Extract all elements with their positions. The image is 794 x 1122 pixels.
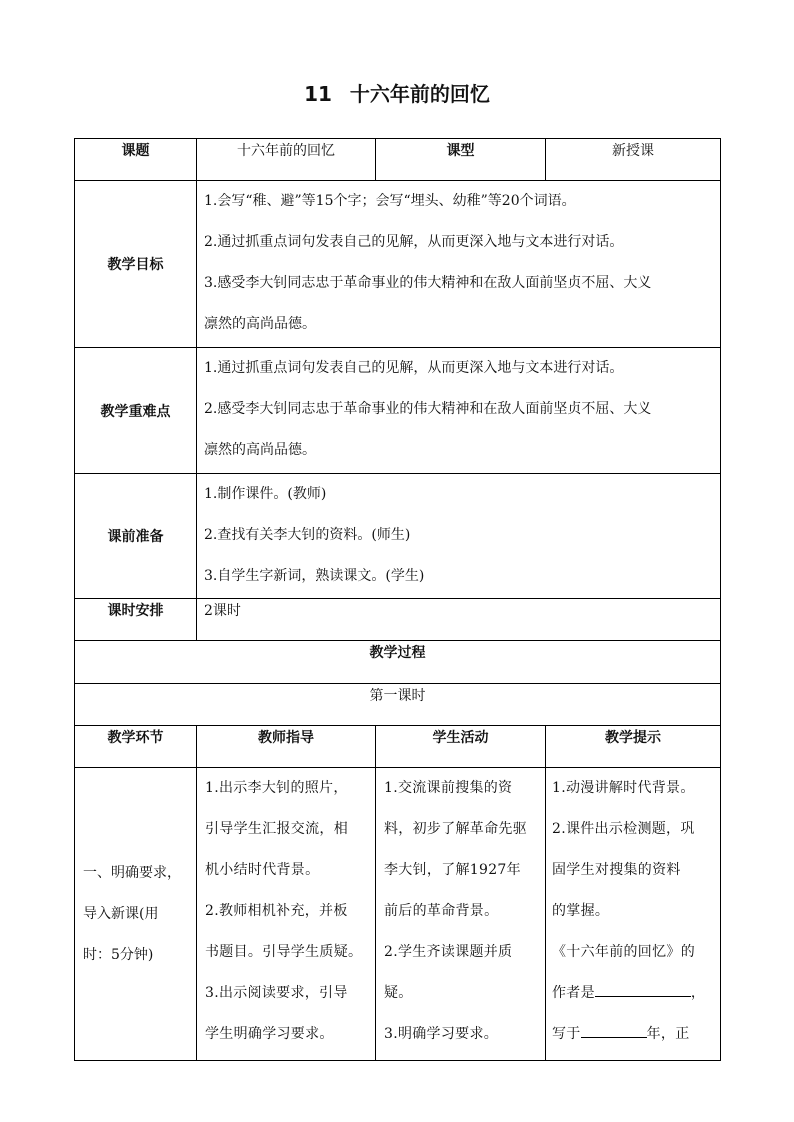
goal-line: 3.感受李大钊同志忠于革命事业的伟大精神和在敌人面前坚贞不屈、大义	[204, 275, 652, 291]
lesson-title-row	[75, 684, 721, 726]
key-point-line: 2.感受李大钊同志忠于革命事业的伟大精神和在敌人面前坚贞不屈、大义	[204, 401, 652, 417]
stage-line: 时：5分钟)	[83, 946, 154, 963]
hint-line: 2.课件出示检测题，巩	[552, 821, 695, 837]
goals-label: 教学目标	[75, 181, 197, 348]
hint-blank-prefix: 作者是	[552, 985, 595, 1001]
hint-blank-suffix: ，	[690, 985, 706, 1001]
schedule-row	[75, 599, 721, 641]
goals-row	[75, 181, 721, 348]
teacher-line: 引导学生汇报交流，相	[205, 821, 348, 837]
key-points-row	[75, 348, 721, 474]
student-line: 2.学生齐读课题并质	[384, 944, 513, 960]
hint-blank-suffix: 年，正	[646, 1026, 690, 1042]
stage-line: 一、明确要求，	[83, 864, 181, 881]
key-point-line: 1.通过抓重点词句发表自己的见解，从而更深入地与文本进行对话。	[204, 360, 624, 376]
student-line: 疑。	[384, 985, 413, 1001]
hint-fill-blank-author	[552, 973, 714, 1014]
topic-label: 课题	[75, 139, 197, 181]
step-stage	[75, 768, 197, 1061]
teacher-guidance	[197, 768, 376, 1061]
teacher-line: 3.出示阅读要求，引导	[205, 985, 348, 1001]
column-header-student: 学生活动	[376, 726, 546, 768]
column-header-row	[75, 726, 721, 768]
page-title	[0, 78, 794, 107]
hint-line: 《十六年前的回忆》的	[552, 944, 695, 960]
hint-line: 固学生对搜集的资料	[552, 862, 681, 878]
teacher-line: 2.教师相机补充，并板	[205, 903, 348, 919]
student-line: 料，初步了解革命先驱	[384, 821, 527, 837]
process-title: 教学过程	[75, 641, 721, 684]
preparation-line: 1.制作课件。(教师)	[204, 486, 327, 502]
teacher-line: 书题目。引导学生质疑。	[205, 944, 363, 960]
lesson-title: 十六年前的回忆	[349, 82, 490, 106]
type-value: 新授课	[546, 139, 721, 181]
goal-line: 1.会写“稚、避”等15个字；会写“埋头、幼稚”等20个词语。	[204, 193, 576, 209]
student-line: 1.交流课前搜集的资	[384, 780, 513, 796]
preparation-row	[75, 474, 721, 599]
student-line: 3.明确学习要求。	[384, 1026, 499, 1042]
key-points-label: 教学重难点	[75, 348, 197, 474]
first-lesson-title: 第一课时	[75, 684, 721, 726]
column-header-teacher: 教师指导	[197, 726, 376, 768]
type-label: 课型	[376, 139, 546, 181]
preparation-line: 3.自学生字新词，熟读课文。(学生)	[204, 568, 425, 584]
hint-blank-prefix: 写于	[552, 1026, 581, 1042]
column-header-stage: 教学环节	[75, 726, 197, 768]
year-blank[interactable]	[581, 1021, 647, 1038]
lesson-number: 11	[304, 82, 332, 106]
goal-line: 2.通过抓重点词句发表自己的见解，从而更深入地与文本进行对话。	[204, 234, 624, 250]
student-activity	[376, 768, 546, 1061]
topic-row	[75, 139, 721, 181]
hint-line: 的掌握。	[552, 903, 610, 919]
student-line: 李大钊，了解1927年	[384, 862, 521, 878]
student-line: 前后的革命背景。	[384, 903, 499, 919]
hint-line: 1.动漫讲解时代背景。	[552, 780, 695, 796]
key-point-line: 凛然的高尚品德。	[204, 442, 316, 458]
preparation-label: 课前准备	[75, 474, 197, 599]
hint-fill-blank-year	[552, 1014, 714, 1055]
step-row	[75, 768, 721, 1061]
preparation-content	[197, 474, 721, 599]
goals-content	[197, 181, 721, 348]
teacher-line: 学生明确学习要求。	[205, 1026, 334, 1042]
schedule-value: 2课时	[197, 599, 721, 641]
preparation-line: 2.查找有关李大钊的资料。(师生)	[204, 527, 411, 543]
author-blank[interactable]	[595, 980, 691, 997]
goal-line: 凛然的高尚品德。	[204, 316, 316, 332]
stage-line: 导入新课(用	[83, 905, 159, 922]
teaching-hint	[546, 768, 721, 1061]
key-points-content	[197, 348, 721, 474]
schedule-label: 课时安排	[75, 599, 197, 641]
column-header-hint: 教学提示	[546, 726, 721, 768]
teacher-line: 机小结时代背景。	[205, 862, 320, 878]
lesson-plan-table	[74, 138, 721, 1061]
process-title-row	[75, 641, 721, 684]
topic-value: 十六年前的回忆	[197, 139, 376, 181]
teacher-line: 1.出示李大钊的照片，	[205, 780, 348, 796]
